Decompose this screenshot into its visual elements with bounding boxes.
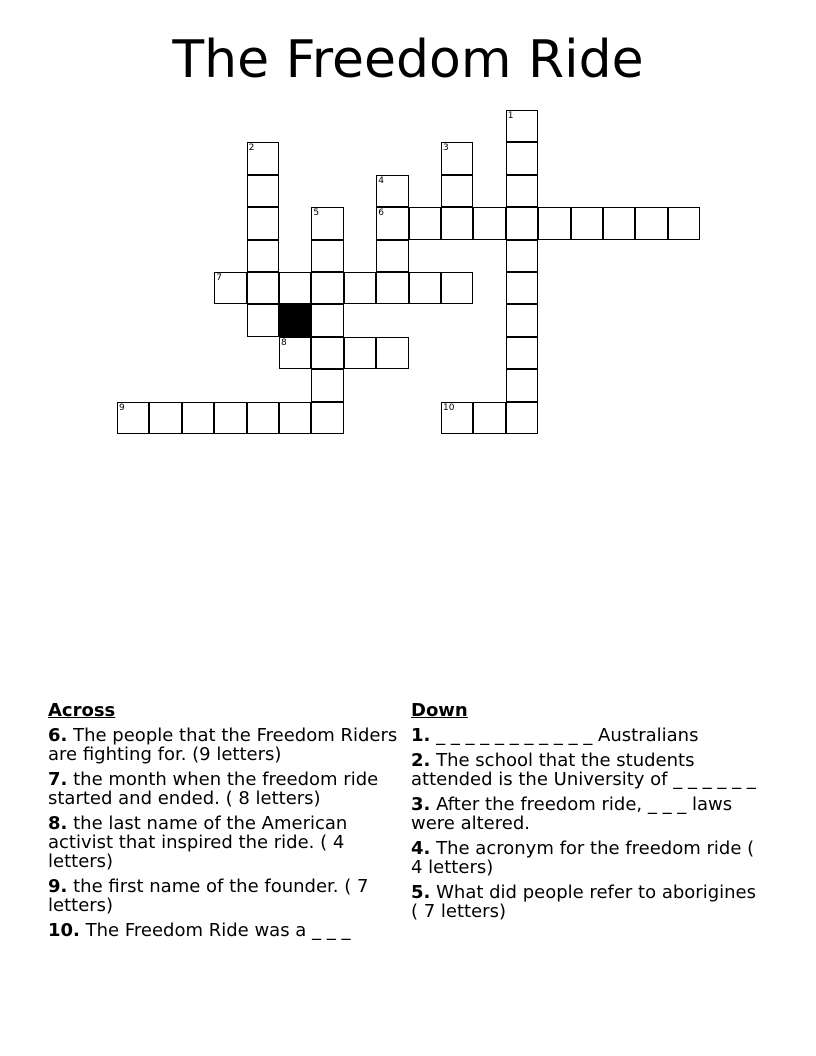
grid-cell[interactable]	[311, 240, 343, 272]
clue-number: 7.	[48, 769, 68, 790]
grid-cell[interactable]	[376, 337, 408, 369]
grid-cell[interactable]	[247, 240, 279, 272]
clue-text: What did people refer to aborigines ( 7 letters)	[411, 882, 756, 922]
grid-cell[interactable]	[376, 175, 408, 207]
cell-number: 10	[443, 402, 455, 413]
grid-cell[interactable]	[376, 240, 408, 272]
grid-cell[interactable]	[571, 207, 603, 239]
grid-cell[interactable]	[344, 337, 376, 369]
grid-cell[interactable]	[473, 207, 505, 239]
grid-cell[interactable]	[376, 272, 408, 304]
cell-number: 2	[248, 143, 255, 154]
grid-cell[interactable]	[376, 207, 408, 239]
cell-number: 7	[216, 273, 222, 283]
grid-cell[interactable]	[247, 272, 279, 304]
down-clue	[411, 795, 766, 833]
grid-cell[interactable]	[506, 272, 538, 304]
grid-cell[interactable]	[279, 272, 311, 304]
grid-cell[interactable]	[635, 207, 667, 239]
clue-number: 9.	[48, 876, 68, 897]
down-clues	[411, 700, 766, 927]
grid-cell[interactable]	[247, 402, 279, 434]
clue-text: _ _ _ _ _ _ _ _ _ _ _ Australians	[436, 725, 699, 746]
cell-number: 5	[313, 208, 320, 219]
across-clue	[48, 726, 403, 764]
grid-cell[interactable]	[506, 304, 538, 336]
across-clue	[48, 814, 403, 871]
across-clues	[48, 700, 403, 946]
grid-cell[interactable]	[441, 175, 473, 207]
black-cell	[279, 304, 311, 336]
crossword-grid	[0, 0, 816, 460]
across-heading: Across	[48, 700, 116, 721]
grid-cell[interactable]	[311, 337, 343, 369]
grid-cell[interactable]	[247, 304, 279, 336]
grid-cell[interactable]	[441, 272, 473, 304]
grid-cell[interactable]	[441, 142, 473, 174]
grid-cell[interactable]	[311, 304, 343, 336]
grid-cell[interactable]	[409, 207, 441, 239]
clue-number: 1.	[411, 725, 431, 746]
grid-cell[interactable]	[538, 207, 570, 239]
grid-cell[interactable]	[506, 110, 538, 142]
clue-text: the month when the freedom ride started and ended. ( 8 letters)	[48, 769, 379, 809]
clue-number: 8.	[48, 813, 68, 834]
grid-cell[interactable]	[311, 402, 343, 434]
page-title: The Freedom Ride	[172, 30, 644, 90]
grid-cell[interactable]	[441, 402, 473, 434]
clue-number: 4.	[411, 838, 431, 859]
cell-number: 3	[443, 143, 449, 154]
across-clue	[48, 770, 403, 808]
grid-cell[interactable]	[409, 272, 441, 304]
grid-cell[interactable]	[506, 207, 538, 239]
clue-number: 10.	[48, 920, 80, 941]
grid-cell[interactable]	[182, 402, 214, 434]
grid-cell[interactable]	[506, 337, 538, 369]
grid-cell[interactable]	[311, 369, 343, 401]
grid-cell[interactable]	[214, 402, 246, 434]
grid-cell[interactable]	[473, 402, 505, 434]
clue-text: the first name of the founder. ( 7 letters)	[48, 876, 369, 916]
grid-cell[interactable]	[506, 402, 538, 434]
clue-text: The acronym for the freedom ride ( 4 letters)	[411, 838, 755, 878]
grid-cell[interactable]	[279, 402, 311, 434]
grid-cell[interactable]	[506, 142, 538, 174]
grid-cell[interactable]	[668, 207, 700, 239]
clue-text: The Freedom Ride was a _ _ _	[85, 920, 351, 941]
cell-number: 4	[378, 175, 384, 186]
down-clue	[411, 751, 766, 789]
clue-number: 3.	[411, 794, 431, 815]
clue-text: the last name of the American activist that inspired the ride. ( 4 letters)	[48, 813, 348, 872]
grid-cell[interactable]	[344, 272, 376, 304]
grid-cell[interactable]	[506, 240, 538, 272]
grid-cell[interactable]	[247, 207, 279, 239]
cell-number: 1	[507, 111, 514, 121]
across-clue	[48, 877, 403, 915]
grid-cell[interactable]	[506, 175, 538, 207]
cell-number: 8	[281, 337, 287, 348]
across-clue	[48, 921, 403, 940]
cell-number: 6	[378, 208, 384, 219]
grid-cell[interactable]	[506, 369, 538, 401]
grid-cell[interactable]	[311, 207, 343, 239]
clue-number: 5.	[411, 882, 431, 903]
clue-number: 6.	[48, 725, 68, 746]
grid-cell[interactable]	[247, 175, 279, 207]
grid-cell[interactable]	[279, 337, 311, 369]
clue-text: The people that the Freedom Riders are fighting for. (9 letters)	[48, 725, 398, 765]
grid-cell[interactable]	[603, 207, 635, 239]
clue-text: The school that the students attended is the University of _ _ _ _ _ _	[411, 750, 756, 790]
grid-cell[interactable]	[247, 142, 279, 174]
clue-number: 2.	[411, 750, 431, 771]
grid-cell[interactable]	[149, 402, 181, 434]
grid-cell[interactable]	[214, 272, 246, 304]
down-clue	[411, 839, 766, 877]
grid-cell[interactable]	[441, 207, 473, 239]
down-heading: Down	[411, 700, 468, 721]
clue-text: After the freedom ride, _ _ _ laws were altered.	[411, 794, 733, 834]
grid-cell[interactable]	[311, 272, 343, 304]
grid-cell[interactable]	[117, 402, 149, 434]
cell-number: 9	[119, 402, 125, 413]
down-clue	[411, 726, 766, 745]
down-clue	[411, 883, 766, 921]
